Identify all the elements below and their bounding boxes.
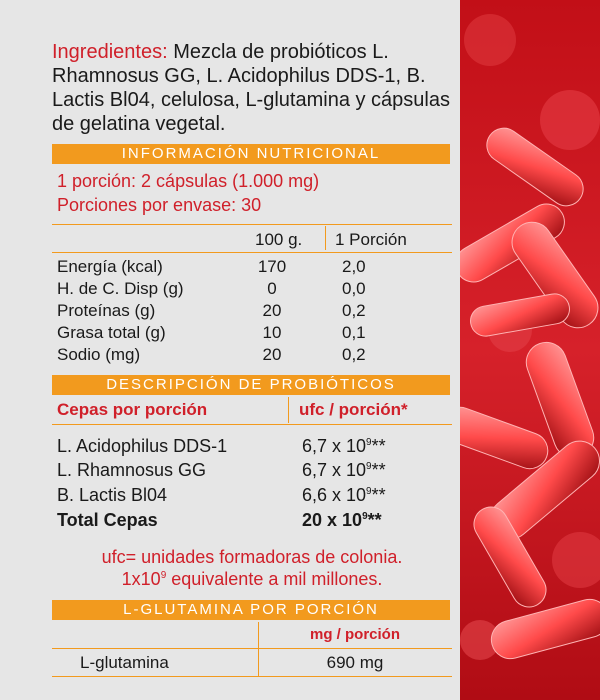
ingredients-label: Ingredientes: (52, 41, 168, 63)
col-mg-portion: mg / porción (310, 626, 400, 643)
divider (325, 226, 326, 250)
glutamine-value: 690 mg (326, 653, 384, 672)
bacteria-illustration (460, 0, 600, 700)
divider (52, 424, 452, 425)
nutrient-portion: 0,1 (342, 323, 366, 342)
divider (52, 676, 452, 677)
nutrient-name: Sodio (mg) (57, 345, 141, 364)
col-ufc: ufc / porción* (299, 400, 408, 419)
nutrient-portion: 0,2 (342, 301, 366, 320)
glutamine-header: L-GLUTAMINA POR PORCIÓN (52, 600, 450, 620)
divider (52, 252, 452, 253)
nutrient-per100: 10 (262, 323, 282, 342)
nutrition-header: INFORMACIÓN NUTRICIONAL (52, 144, 450, 164)
col-portion: 1 Porción (335, 230, 407, 249)
strain-name: L. Rhamnosus GG (57, 460, 207, 480)
nutrient-name: Proteínas (g) (57, 301, 156, 320)
strain-name: L. Acidophilus DDS-1 (57, 436, 228, 456)
strain-ufc: 6,7 x $10^9**$ (302, 436, 386, 456)
glutamine-name: L-glutamina (80, 653, 169, 672)
nutrient-name: H. de C. Disp (g) (57, 279, 184, 298)
divider (52, 648, 452, 649)
nutrient-per100: 170 (257, 257, 287, 276)
nutrient-per100: 20 (262, 301, 282, 320)
nutrient-per100: 0 (267, 279, 277, 298)
nutrient-name: Energía (kcal) (57, 257, 163, 276)
total-strains-ufc: 20 x $10^9**$ (302, 510, 382, 530)
nutrient-per100: 20 (262, 345, 282, 364)
nutrient-name: Grasa total (g) (57, 323, 166, 342)
strain-ufc: 6,6 x $10^9**$ (302, 485, 386, 505)
servings-per-container: Porciones por envase: 30 (57, 195, 262, 215)
divider (52, 224, 452, 225)
ingredients-text: Mezcla de probióticos L. Rhamnosus GG, L. Acidophilus DDS-1, B. Lactis Bl04, celulosa, L-glutamina y cápsulas de gelatina vegetal. (52, 41, 450, 135)
col-strains: Cepas por porción (57, 400, 208, 419)
strain-name: B. Lactis Bl04 (57, 485, 168, 505)
nutrient-portion: 2,0 (342, 257, 366, 276)
total-strains-label: Total Cepas (57, 510, 158, 530)
strain-ufc: 6,7 x $10^9**$ (302, 460, 386, 480)
ufc-note-line1: ufc= unidades formadoras de colonia. (101, 547, 403, 567)
col-100g: 100 g. (255, 230, 303, 249)
nutrient-portion: 0,0 (342, 279, 366, 298)
serving-size: 1 porción: 2 cápsulas (1.000 mg) (57, 171, 320, 191)
divider (288, 397, 289, 423)
probiotics-header: DESCRIPCIÓN DE PROBIÓTICOS (52, 375, 450, 395)
ingredients-paragraph (52, 40, 452, 136)
nutrient-portion: 0,2 (342, 345, 366, 364)
ufc-note-line2: $1x10^9$ equivalente a mil millones. (121, 569, 383, 589)
